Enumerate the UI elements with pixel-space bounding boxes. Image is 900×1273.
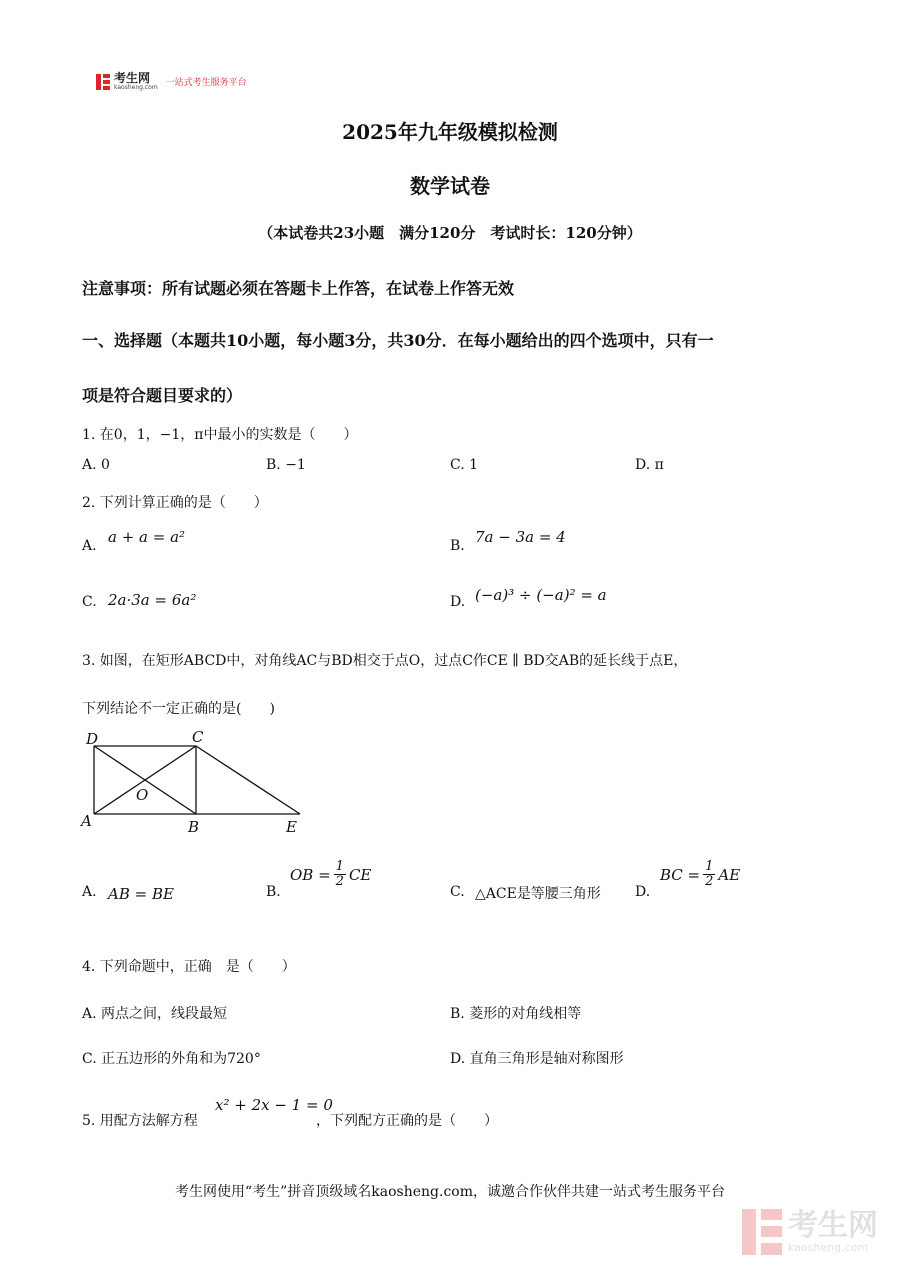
q3-b-numerator: 1 (335, 859, 344, 874)
q5-stem-post: ，下列配方正确的是（ ） (316, 1113, 498, 1129)
q3-option-c: △ACE是等腰三角形 (475, 886, 601, 902)
logo-brand: 考生网 (114, 71, 151, 85)
q1-option-d: D. π (635, 457, 664, 473)
q3-d-rhs: AE (718, 865, 741, 884)
segment-ce (196, 746, 300, 814)
label-d: D (86, 730, 99, 748)
label-e: E (286, 818, 297, 836)
label-c: C (192, 728, 204, 746)
q4-option-b: B. 菱形的对角线相等 (450, 1006, 582, 1022)
logo-domain: kaosheng.com (114, 84, 158, 91)
q2-option-a-label: A. (82, 538, 97, 554)
q3-b-lhs: OB = (290, 865, 331, 884)
q3-option-c-label: C. (450, 884, 465, 900)
q1-stem: 1. 在0，1，−1，π中最小的实数是（ ） (82, 427, 358, 443)
watermark-logo-icon (742, 1209, 782, 1255)
q3-option-b (290, 860, 371, 889)
q5-stem-pre: 5. 用配方法解方程 (82, 1113, 198, 1129)
q3-option-a: AB = BE (108, 885, 174, 903)
exam-title: 2025年九年级模拟检测 (342, 120, 558, 144)
q1-option-a: A. 0 (82, 457, 110, 473)
q5-equation: x² + 2x − 1 = 0 (215, 1096, 333, 1114)
q3-b-rhs: CE (348, 865, 372, 884)
q3-b-denominator: 2 (335, 874, 344, 889)
q3-option-d (660, 860, 740, 889)
q3-option-d-label: D. (635, 884, 651, 900)
q4-stem: 4. 下列命题中，正确 是（ ） (82, 959, 296, 975)
watermark-text: 考生网 (788, 1207, 878, 1243)
logo-slogan: 一站式考生服务平台 (165, 78, 247, 88)
q2-option-a: a + a = a² (108, 528, 186, 546)
notice: 注意事项：所有试题必须在答题卡上作答，在试卷上作答无效 (82, 279, 515, 298)
q3-d-denominator: 2 (705, 874, 714, 889)
label-o: O (136, 786, 149, 804)
q3-option-a-label: A. (82, 884, 97, 900)
q4-option-c: C. 正五边形的外角和为720° (82, 1051, 261, 1067)
q2-stem: 2. 下列计算正确的是（ ） (82, 495, 268, 511)
q3-d-numerator: 1 (705, 859, 714, 874)
q2-option-c-label: C. (82, 594, 97, 610)
section-heading: 一、选择题（本题共10小题，每小题3分，共30分．在每小题给出的四个选项中，只有一 (82, 331, 714, 350)
footer-text: 考生网使用“考生”拼音顶级域名kaosheng.com，诚邀合作伙伴共建一站式考生服务平台 (174, 1184, 726, 1200)
logo-icon (96, 74, 110, 90)
q3-d-lhs: BC = (660, 865, 701, 884)
q2-option-c: 2a·3a = 6a² (108, 591, 197, 609)
q2-option-d-label: D. (450, 594, 466, 610)
q4-option-d: D. 直角三角形是轴对称图形 (450, 1051, 624, 1067)
exam-info: （本试卷共23小题 满分120分 考试时长：120分钟） (258, 224, 642, 242)
exam-subtitle: 数学试卷 (410, 174, 490, 198)
label-a: A (81, 812, 92, 830)
q3-stem-cont: 下列结论不一定正确的是( ) (82, 701, 275, 717)
watermark-domain: kaosheng.com (788, 1240, 869, 1254)
q1-option-b: B. −1 (266, 457, 306, 473)
section-heading-cont: 项是符合题目要求的） (82, 386, 243, 405)
q3-stem: 3. 如图，在矩形ABCD中，对角线AC与BD相交于点O，过点C作CE ∥ BD交AB的延长线于点E， (82, 653, 688, 669)
q2-option-b: 7a − 3a = 4 (475, 528, 566, 546)
q3-b-fraction (334, 860, 346, 889)
watermark (742, 1209, 878, 1255)
header-logo (96, 72, 247, 91)
q3-rectangle-figure (78, 726, 318, 838)
q1-option-c: C. 1 (450, 457, 479, 473)
label-b: B (188, 818, 200, 836)
q2-option-b-label: B. (450, 538, 465, 554)
q4-option-a: A. 两点之间，线段最短 (82, 1006, 228, 1022)
q3-d-fraction (703, 860, 715, 889)
q2-option-d: (−a)³ ÷ (−a)² = a (475, 586, 607, 604)
q3-option-b-label: B. (266, 884, 281, 900)
